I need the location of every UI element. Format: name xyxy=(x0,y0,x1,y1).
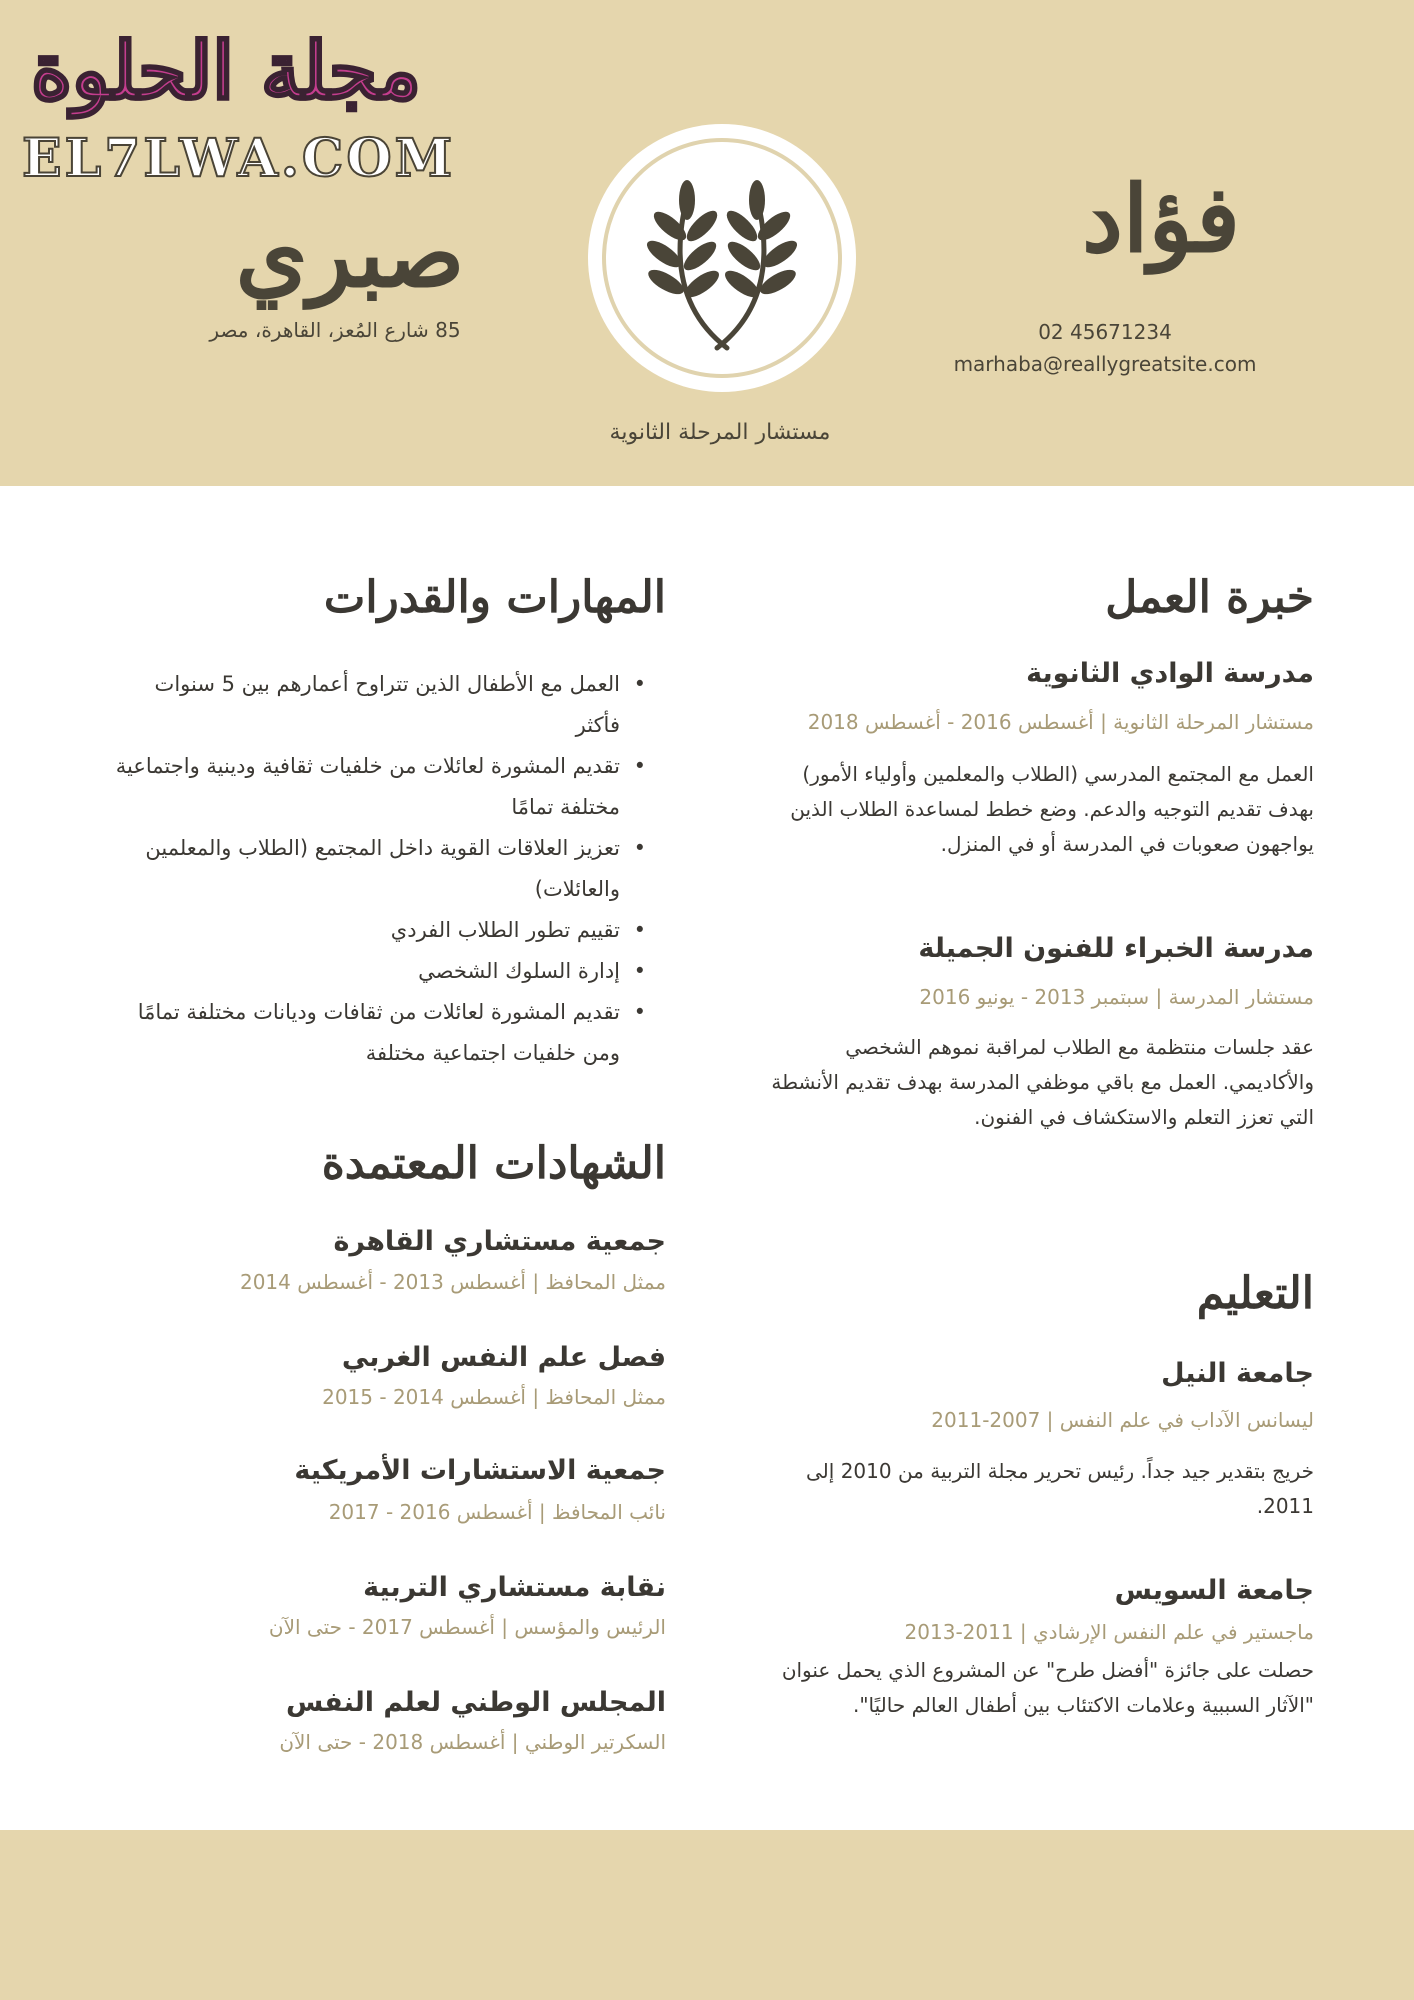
experience-meta: مستشار المدرسة | سبتمبر 2013 - يونيو 2016 xyxy=(919,985,1314,1009)
watermark-latin: EL7LWA.COM xyxy=(22,128,456,189)
certificates-section-title: الشهادات المعتمدة xyxy=(321,1138,666,1189)
job-title: مستشار المرحلة الثانوية xyxy=(609,420,831,445)
experience-org: مدرسة الوادي الثانوية xyxy=(1026,658,1314,689)
experience-desc: عقد جلسات منتظمة مع الطلاب لمراقبة نموهم الشخصي والأكاديمي. العمل مع باقي موظفي المدرسة بهدف تقديم الأنشطة التي تعزز التعلم والاستكشاف في الفنون. xyxy=(771,1035,1314,1129)
skill-item: • تقديم المشورة لعائلات من ثقافات وديانات مختلفة تمامًا ومن خلفيات اجتماعية مختلفة xyxy=(110,992,646,1074)
education-meta: ليسانس الآداب في علم النفس | 2007-2011 xyxy=(931,1408,1314,1432)
certificate-org: جمعية مستشاري القاهرة xyxy=(333,1226,666,1257)
wheat-branches-icon xyxy=(632,178,812,358)
phone-number: 02 45671234 xyxy=(1038,320,1172,344)
svg-text:مجلة الحلوة: مجلة الحلوة xyxy=(31,26,421,117)
education-org: جامعة النيل xyxy=(1161,1358,1314,1389)
last-name: صبري xyxy=(235,200,465,308)
certificate-meta: الرئيس والمؤسس | أغسطس 2017 - حتى الآن xyxy=(268,1615,666,1639)
education-section-title: التعليم xyxy=(1196,1268,1314,1319)
education-desc: حصلت على جائزة "أفضل طرح" عن المشروع الذي يحمل عنوان "الآثار السببية وعلامات الاكتئاب بين أطفال العالم حاليًا". xyxy=(781,1658,1314,1717)
watermark-logo xyxy=(31,8,421,128)
certificate-org: نقابة مستشاري التربية xyxy=(363,1572,666,1603)
skill-item: • العمل مع الأطفال الذين تتراوح أعمارهم بين 5 سنوات فأكثر xyxy=(110,664,646,746)
footer-band xyxy=(0,1830,1414,2000)
skill-item: • تقييم تطور الطلاب الفردي xyxy=(110,910,646,951)
certificate-meta: ممثل المحافظ | أغسطس 2014 - 2015 xyxy=(322,1385,666,1409)
experience-meta: مستشار المرحلة الثانوية | أغسطس 2016 - أغسطس 2018 xyxy=(807,710,1314,734)
certificate-org: فصل علم النفس الغربي xyxy=(341,1342,666,1373)
email-address: marhaba@reallygreatsite.com xyxy=(953,352,1257,376)
skills-section-title: المهارات والقدرات xyxy=(323,572,666,623)
address: 85 شارع المُعز، القاهرة، مصر xyxy=(209,318,461,342)
certificate-meta: السكرتير الوطني | أغسطس 2018 - حتى الآن xyxy=(279,1730,666,1754)
experience-section-title: خبرة العمل xyxy=(1105,572,1314,623)
certificate-org: المجلس الوطني لعلم النفس xyxy=(285,1687,666,1718)
experience-org: مدرسة الخبراء للفنون الجميلة xyxy=(918,933,1314,964)
education-meta: ماجستير في علم النفس الإرشادي | 2011-2013 xyxy=(904,1620,1314,1644)
certificate-org: جمعية الاستشارات الأمريكية xyxy=(294,1455,666,1486)
skill-item: • تعزيز العلاقات القوية داخل المجتمع (الطلاب والمعلمين والعائلات) xyxy=(110,828,646,910)
first-name: فؤاد xyxy=(1081,165,1240,273)
education-desc: خريج بتقدير جيد جداً. رئيس تحرير مجلة التربية من 2010 إلى 2011. xyxy=(806,1459,1314,1518)
experience-desc: العمل مع المجتمع المدرسي (الطلاب والمعلمين وأولياء الأمور) بهدف تقديم التوجيه والدعم. وضع خطط لمساعدة الطلاب الذين يواجهون صعوبات في المدرسة أو في المنزل. xyxy=(790,762,1314,856)
certificate-meta: نائب المحافظ | أغسطس 2016 - 2017 xyxy=(328,1500,666,1524)
logo-badge xyxy=(588,124,856,392)
skill-item: • إدارة السلوك الشخصي xyxy=(110,951,646,992)
certificate-meta: ممثل المحافظ | أغسطس 2013 - أغسطس 2014 xyxy=(239,1270,666,1294)
education-org: جامعة السويس xyxy=(1114,1575,1314,1606)
skill-item: • تقديم المشورة لعائلات من خلفيات ثقافية ودينية واجتماعية مختلفة تمامًا xyxy=(110,746,646,828)
skills-list xyxy=(110,664,646,1074)
